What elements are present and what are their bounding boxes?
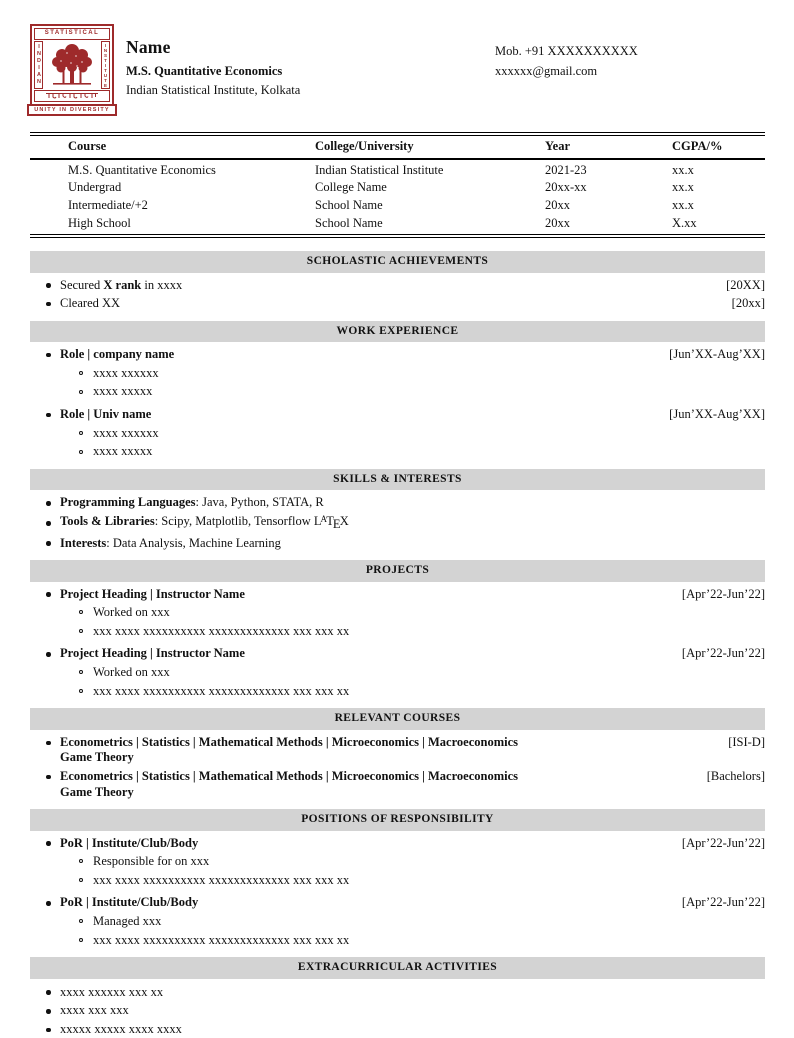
scholastic-section [30,278,765,312]
por-point: xxx xxxx xxxxxxxxxx xxxxxxxxxxxxx xxx xxx xx [93,932,350,947]
por-entry [30,836,765,889]
latex-letter: X [339,513,349,528]
courses-section [30,735,765,801]
por-point: Managed xxx [93,914,162,928]
activity-text: xxxx xxxxxx xxx xx [60,984,164,999]
project-point: xxx xxxx xxxxxxxxxx xxxxxxxxxxxxx xxx xxx xx [93,623,350,638]
por-section [30,836,765,949]
list-item [30,985,765,1001]
section-title: RELEVANT COURSES [334,712,461,725]
section-banner-projects [30,560,765,581]
cell-year: 20xx [545,215,570,230]
circle-bullet-icon [78,368,93,380]
date-range: [20XX] [726,277,765,292]
course-line2: Game Theory [60,784,134,799]
logo-middle [34,41,110,89]
cell-course: Intermediate/+2 [68,197,148,212]
circle-bullet-icon [78,934,93,946]
list-item [30,769,765,800]
list-item [30,444,765,460]
cell-cgpa: xx.x [672,180,694,195]
latex-letter: T [326,513,334,528]
section-banner-scholastic-achievements [30,251,765,272]
circle-bullet-icon [78,856,93,868]
latex-letter: A [320,514,327,525]
bullet-icon [45,897,60,909]
candidate-name: Name [126,37,171,57]
table-row [30,197,765,215]
bullet-icon [45,737,60,749]
circle-bullet-icon [78,626,93,638]
cell-college: Indian Statistical Institute [315,162,444,177]
course-line1: Econometrics | Statistics | Mathematical Methods | Microeconomics | Macroeconomics [60,734,519,749]
list-item [30,347,765,363]
education-header-row [30,134,765,159]
bullet-icon [45,1005,60,1017]
course-tag: [ISI-D] [728,734,765,749]
circle-bullet-icon [78,427,93,439]
bullet-icon [45,986,60,998]
skill-label: Interests [60,535,107,550]
cell-college: School Name [315,215,383,230]
education-table [30,132,765,238]
course-list [60,769,695,800]
list-item [30,854,765,870]
project-heading: Project Heading | Instructor Name [60,586,245,601]
list-item [30,684,765,700]
cell-college: School Name [315,197,383,212]
list-item [30,605,765,621]
col-header-course: Course [30,134,315,159]
bullet-icon [45,771,60,783]
section-banner-skills-interests [30,469,765,490]
logo-bottom-text: UNITY IN DIVERSITY [27,104,117,117]
skill-line [60,495,765,511]
cell-year: 20xx-xx [545,180,587,195]
list-item [30,836,765,852]
por-heading: PoR | Institute/Club/Body [60,895,199,910]
section-banner-relevant-courses [30,708,765,729]
work-point: xxxx xxxxxx [93,425,159,440]
banyan-tree-icon [43,41,101,89]
date-range: [Apr’22-Jun’22] [681,646,765,661]
date-range: [Jun’XX-Aug’XX] [669,407,765,421]
work-point: xxxx xxxxx [93,444,153,459]
mobile-number: Mob. +91 XXXXXXXXXX [495,44,638,58]
cell-year: 20xx [545,197,570,212]
work-point: xxxx xxxxxx [93,365,159,380]
list-item [30,426,765,442]
skill-line [60,536,765,552]
circle-bullet-icon [78,446,93,458]
list-item [30,384,765,400]
por-entry [30,895,765,948]
skill-value: : Scipy, Matplotlib, Tensorflow [154,513,314,528]
circle-bullet-icon [78,916,93,928]
latex-letter: E [332,516,341,531]
activity-text: xxxx xxx xxx [60,1003,129,1018]
list-item [30,1022,765,1038]
bullet-icon [45,648,60,660]
section-title: POSITIONS OF RESPONSIBILITY [301,813,494,826]
bullet-icon [45,298,60,310]
header-identity [126,24,300,98]
date-range: [Apr’22-Jun’22] [681,586,765,601]
date-range: [Apr’22-Jun’22] [681,835,765,850]
devanagari-motto [34,90,110,102]
bullet-icon [45,409,60,421]
section-title: SCHOLASTIC ACHIEVEMENTS [306,255,489,268]
logo-right-text: INSTITUTE [103,42,108,88]
skill-label: Programming Languages [60,495,196,510]
course-line2: Game Theory [60,750,134,765]
cell-course: High School [68,215,131,230]
candidate-institute: Indian Statistical Institute, Kolkata [126,82,301,97]
col-header-college: College/University [315,134,545,159]
list-item [30,895,765,911]
latex-letter: L [313,513,322,528]
date-range: [Jun’XX-Aug’XX] [669,347,765,362]
list-item [30,665,765,681]
cell-course: M.S. Quantitative Economics [68,162,216,177]
section-title: PROJECTS [365,564,430,577]
list-item [30,873,765,889]
candidate-degree: M.S. Quantitative Economics [126,63,283,78]
work-points [30,426,765,460]
course-tag: [Bachelors] [706,768,765,783]
skills-section [30,495,765,551]
work-heading: Role | Univ name [60,407,152,421]
cell-cgpa: X.xx [672,215,697,230]
table-row [30,159,765,180]
por-points [30,854,765,888]
bullet-icon [45,588,60,600]
project-points [30,605,765,639]
list-item [30,624,765,640]
col-header-year: Year [545,134,672,159]
section-title: SKILLS & INTERESTS [333,472,462,485]
bullet-icon [45,349,60,361]
achievement-pre: Secured [60,277,104,292]
circle-bullet-icon [78,386,93,398]
list-item [30,366,765,382]
list-item [30,407,765,423]
achievement-post: in xxxx [141,277,183,292]
list-item [30,933,765,949]
latex-logo [313,513,349,531]
bullet-icon [45,279,60,291]
table-row [30,215,765,237]
skill-value: : Data Analysis, Machine Learning [106,535,281,550]
work-entry [30,407,765,460]
work-heading: Role | company name [60,347,175,362]
list-item [30,1003,765,1019]
logo-left-text: INDIAN [34,41,43,89]
circle-bullet-icon [78,875,93,887]
bullet-icon [45,517,60,529]
extracurricular-section [30,985,765,1038]
list-item [30,278,765,294]
list-item [30,536,765,552]
list-item [30,646,765,662]
work-points [30,366,765,400]
email-address: xxxxxx@gmail.com [495,63,598,78]
bullet-icon [45,1024,60,1036]
section-banner-extracurricular-activities [30,957,765,978]
activity-text: xxxxx xxxxx xxxx xxxx [60,1021,182,1036]
por-point: Responsible for on xxx [93,854,210,869]
course-list [60,735,716,766]
list-item [30,514,765,533]
project-point: Worked on xxx [93,665,170,679]
list-item [30,495,765,511]
bullet-icon [45,537,60,549]
header [30,24,765,116]
list-item [30,296,765,312]
project-point: Worked on xxx [93,605,170,620]
section-banner-positions-of-responsibility [30,809,765,830]
course-line1: Econometrics | Statistics | Mathematical Methods | Microeconomics | Macroeconomics [60,768,519,783]
projects-section [30,587,765,700]
work-point: xxxx xxxxx [93,384,153,399]
por-points [30,914,765,948]
cell-cgpa: xx.x [672,162,694,177]
cell-college: College Name [315,180,387,195]
achievement-pre: Cleared XX [60,296,121,311]
project-points [30,665,765,699]
project-heading: Project Heading | Instructor Name [60,646,245,661]
achievement-text [60,296,720,312]
por-heading: PoR | Institute/Club/Body [60,835,199,850]
list-item [30,735,765,766]
achievement-text [60,278,714,294]
project-entry [30,587,765,640]
work-entry [30,347,765,400]
circle-bullet-icon [78,607,93,619]
project-point: xxx xxxx xxxxxxxxxx xxxxxxxxxxxxx xxx xxx xx [93,683,350,698]
section-title: WORK EXPERIENCE [336,324,459,337]
logo-top-text: STATISTICAL [34,28,110,40]
skill-label: Tools & Libraries [60,513,155,528]
bullet-icon [45,837,60,849]
table-row [30,179,765,197]
por-point: xxx xxxx xxxxxxxxxx xxxxxxxxxxxxx xxx xxx xx [93,872,350,887]
section-banner-work-experience [30,321,765,342]
section-title: EXTRACURRICULAR ACTIVITIES [297,961,498,974]
isi-logo [30,24,114,116]
cell-course: Undergrad [68,180,122,195]
circle-bullet-icon [78,667,93,679]
achievement-bold: X rank [103,277,142,292]
date-range: [Apr’22-Jun’22] [681,895,765,910]
col-header-cgpa: CGPA/% [672,134,765,159]
cell-year: 2021-23 [545,162,587,177]
date-range: [20xx] [731,296,765,311]
skill-value: : Java, Python, STATA, R [195,495,324,510]
list-item [30,914,765,930]
skill-line [60,514,765,533]
list-item [30,587,765,603]
cell-cgpa: xx.x [672,197,694,212]
bullet-icon [45,497,60,509]
header-contact [495,24,765,83]
project-entry [30,646,765,699]
circle-bullet-icon [78,685,93,697]
work-section [30,347,765,460]
